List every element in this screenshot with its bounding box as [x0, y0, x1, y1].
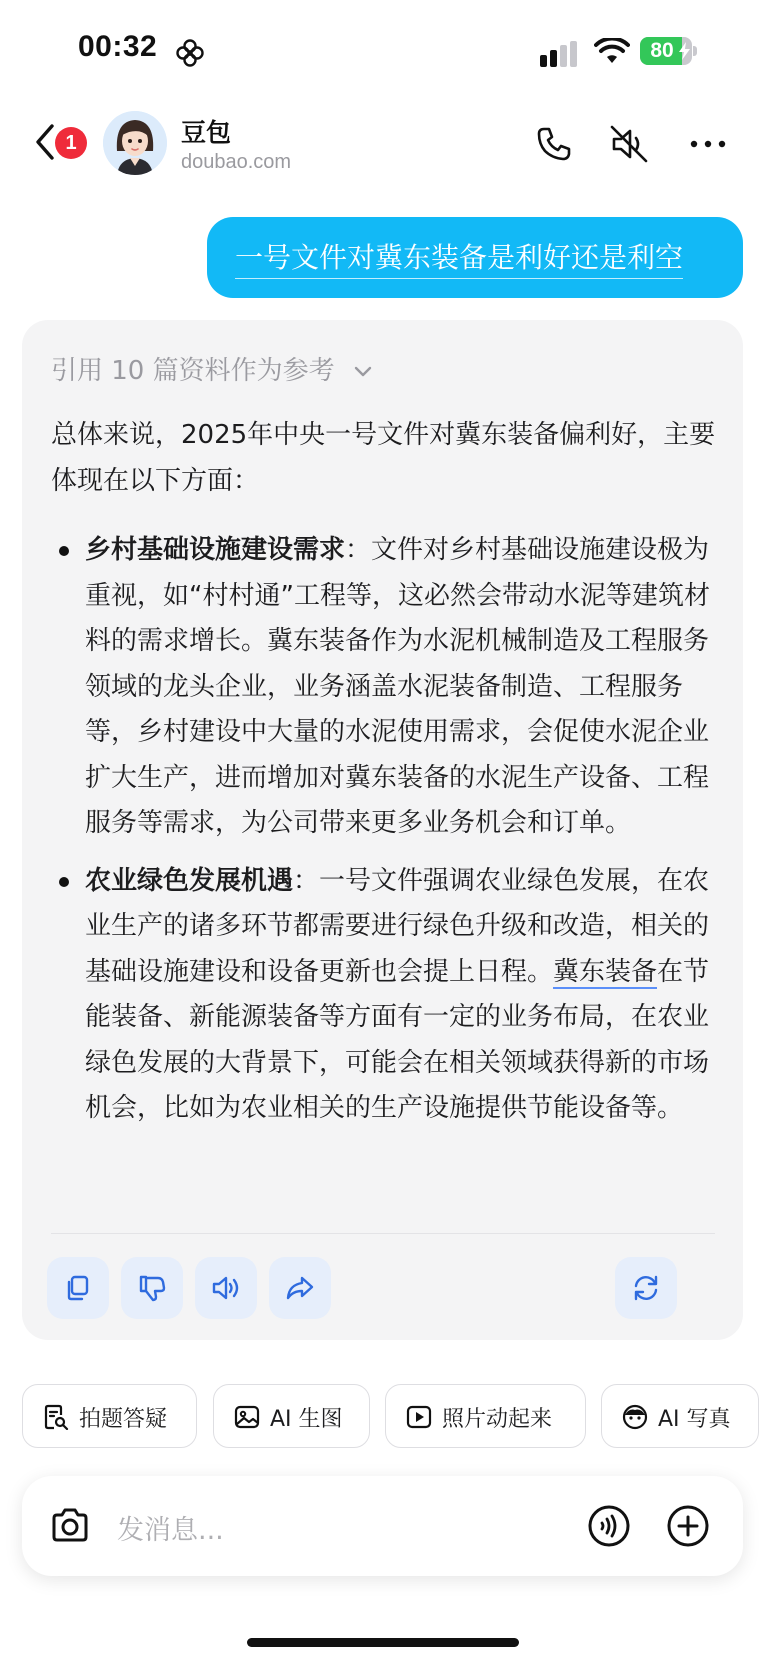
bot-avatar[interactable] — [103, 111, 167, 175]
user-message-bubble[interactable] — [207, 217, 743, 298]
charging-bolt-icon — [679, 42, 690, 60]
bullet-text: ：一号文件强调农业绿色发展，在农业生产的诸多环节都需要进行绿色升级和改造，相关的基础设施建设和设备更新也会提上日程。 — [85, 865, 710, 987]
ai-response-card — [22, 320, 743, 1340]
avatar-illustration — [103, 111, 167, 175]
chip-label: AI 写真 — [658, 1407, 731, 1432]
camera-icon[interactable] — [48, 1504, 92, 1548]
bot-name: 豆包 — [181, 118, 232, 147]
chip-ai-image[interactable] — [213, 1384, 370, 1448]
cellular-signal-icon — [540, 41, 580, 67]
battery-indicator — [640, 37, 698, 65]
list-item — [51, 859, 731, 1132]
bullet-dot — [59, 546, 69, 556]
references-toggle[interactable] — [51, 350, 373, 387]
image-icon — [234, 1404, 260, 1430]
copy-button[interactable] — [47, 1257, 109, 1319]
share-button[interactable] — [269, 1257, 331, 1319]
read-aloud-icon — [210, 1272, 242, 1304]
play-icon — [406, 1404, 432, 1430]
chat-header — [0, 100, 768, 200]
phone-icon[interactable] — [532, 122, 576, 166]
chip-label: 照片动起来 — [442, 1407, 553, 1432]
share-icon — [284, 1272, 316, 1304]
face-icon — [622, 1404, 648, 1430]
chip-label: AI 生图 — [270, 1407, 343, 1432]
list-item — [51, 528, 731, 847]
more-icon[interactable] — [686, 122, 730, 166]
user-message-text: 一号文件对冀东装备是利好还是利空 — [235, 236, 683, 279]
wifi-icon — [594, 38, 630, 66]
references-label: 引用 10 篇资料作为参考 — [51, 356, 335, 386]
unread-badge: 1 — [55, 127, 87, 159]
bullet-title: 乡村基础设施建设需求 — [85, 535, 346, 565]
regenerate-icon — [630, 1272, 662, 1304]
chip-label: 拍题答疑 — [79, 1407, 168, 1432]
copy-icon — [62, 1272, 94, 1304]
message-composer — [22, 1476, 743, 1576]
status-bar — [0, 0, 768, 100]
home-indicator[interactable] — [247, 1638, 519, 1647]
dislike-icon — [136, 1272, 168, 1304]
bullet-text: ：文件对乡村基础设施建设极为重视，如“村村通”工程等，这必然会带动水泥等建筑材料的需求增长。冀东装备作为水泥机械制造及工程服务领域的龙头企业，业务涵盖水泥装备制造、工程服务等，乡村建设中大量的水泥使用需求，会促使水泥企业扩大生产，进而增加对冀东装备的水泥生产设备、工程服务等需求，为公司带来更多业务机会和订单。 — [85, 535, 710, 838]
response-intro: 总体来说，2025年中央一号文件对冀东装备偏利好，主要体现在以下方面： — [51, 420, 716, 496]
battery-cap — [693, 46, 697, 56]
plus-icon[interactable] — [666, 1504, 710, 1548]
message-input[interactable]: 发消息... — [117, 1515, 224, 1546]
regenerate-button[interactable] — [615, 1257, 677, 1319]
divider — [51, 1233, 715, 1234]
chip-ai-portrait[interactable] — [601, 1384, 759, 1448]
bot-domain: doubao.com — [181, 151, 292, 173]
chip-photo-question[interactable] — [22, 1384, 197, 1448]
battery-percent: 80 — [650, 39, 674, 62]
chevron-down-icon — [353, 365, 373, 379]
voice-input-icon[interactable] — [587, 1504, 631, 1548]
response-bullet-list — [51, 528, 731, 1144]
bullet-text: 在节能装备、新能源装备等方面有一定的业务布局，在农业绿色发展的大背景下，可能会在相关领域获得新的市场机会，比如为农业相关的生产设施提供节能设备等。 — [85, 956, 710, 1123]
dislike-button[interactable] — [121, 1257, 183, 1319]
bullet-title: 农业绿色发展机遇 — [85, 865, 294, 896]
bullet-dot — [59, 877, 69, 887]
search-doc-icon — [43, 1404, 69, 1430]
chip-animate-photo[interactable] — [385, 1384, 586, 1448]
read-aloud-button[interactable] — [195, 1257, 257, 1319]
stock-link[interactable]: 冀东装备 — [553, 956, 658, 987]
mute-icon[interactable] — [607, 122, 651, 166]
focus-mode-icon — [175, 38, 205, 68]
status-time: 00:32 — [78, 30, 158, 63]
